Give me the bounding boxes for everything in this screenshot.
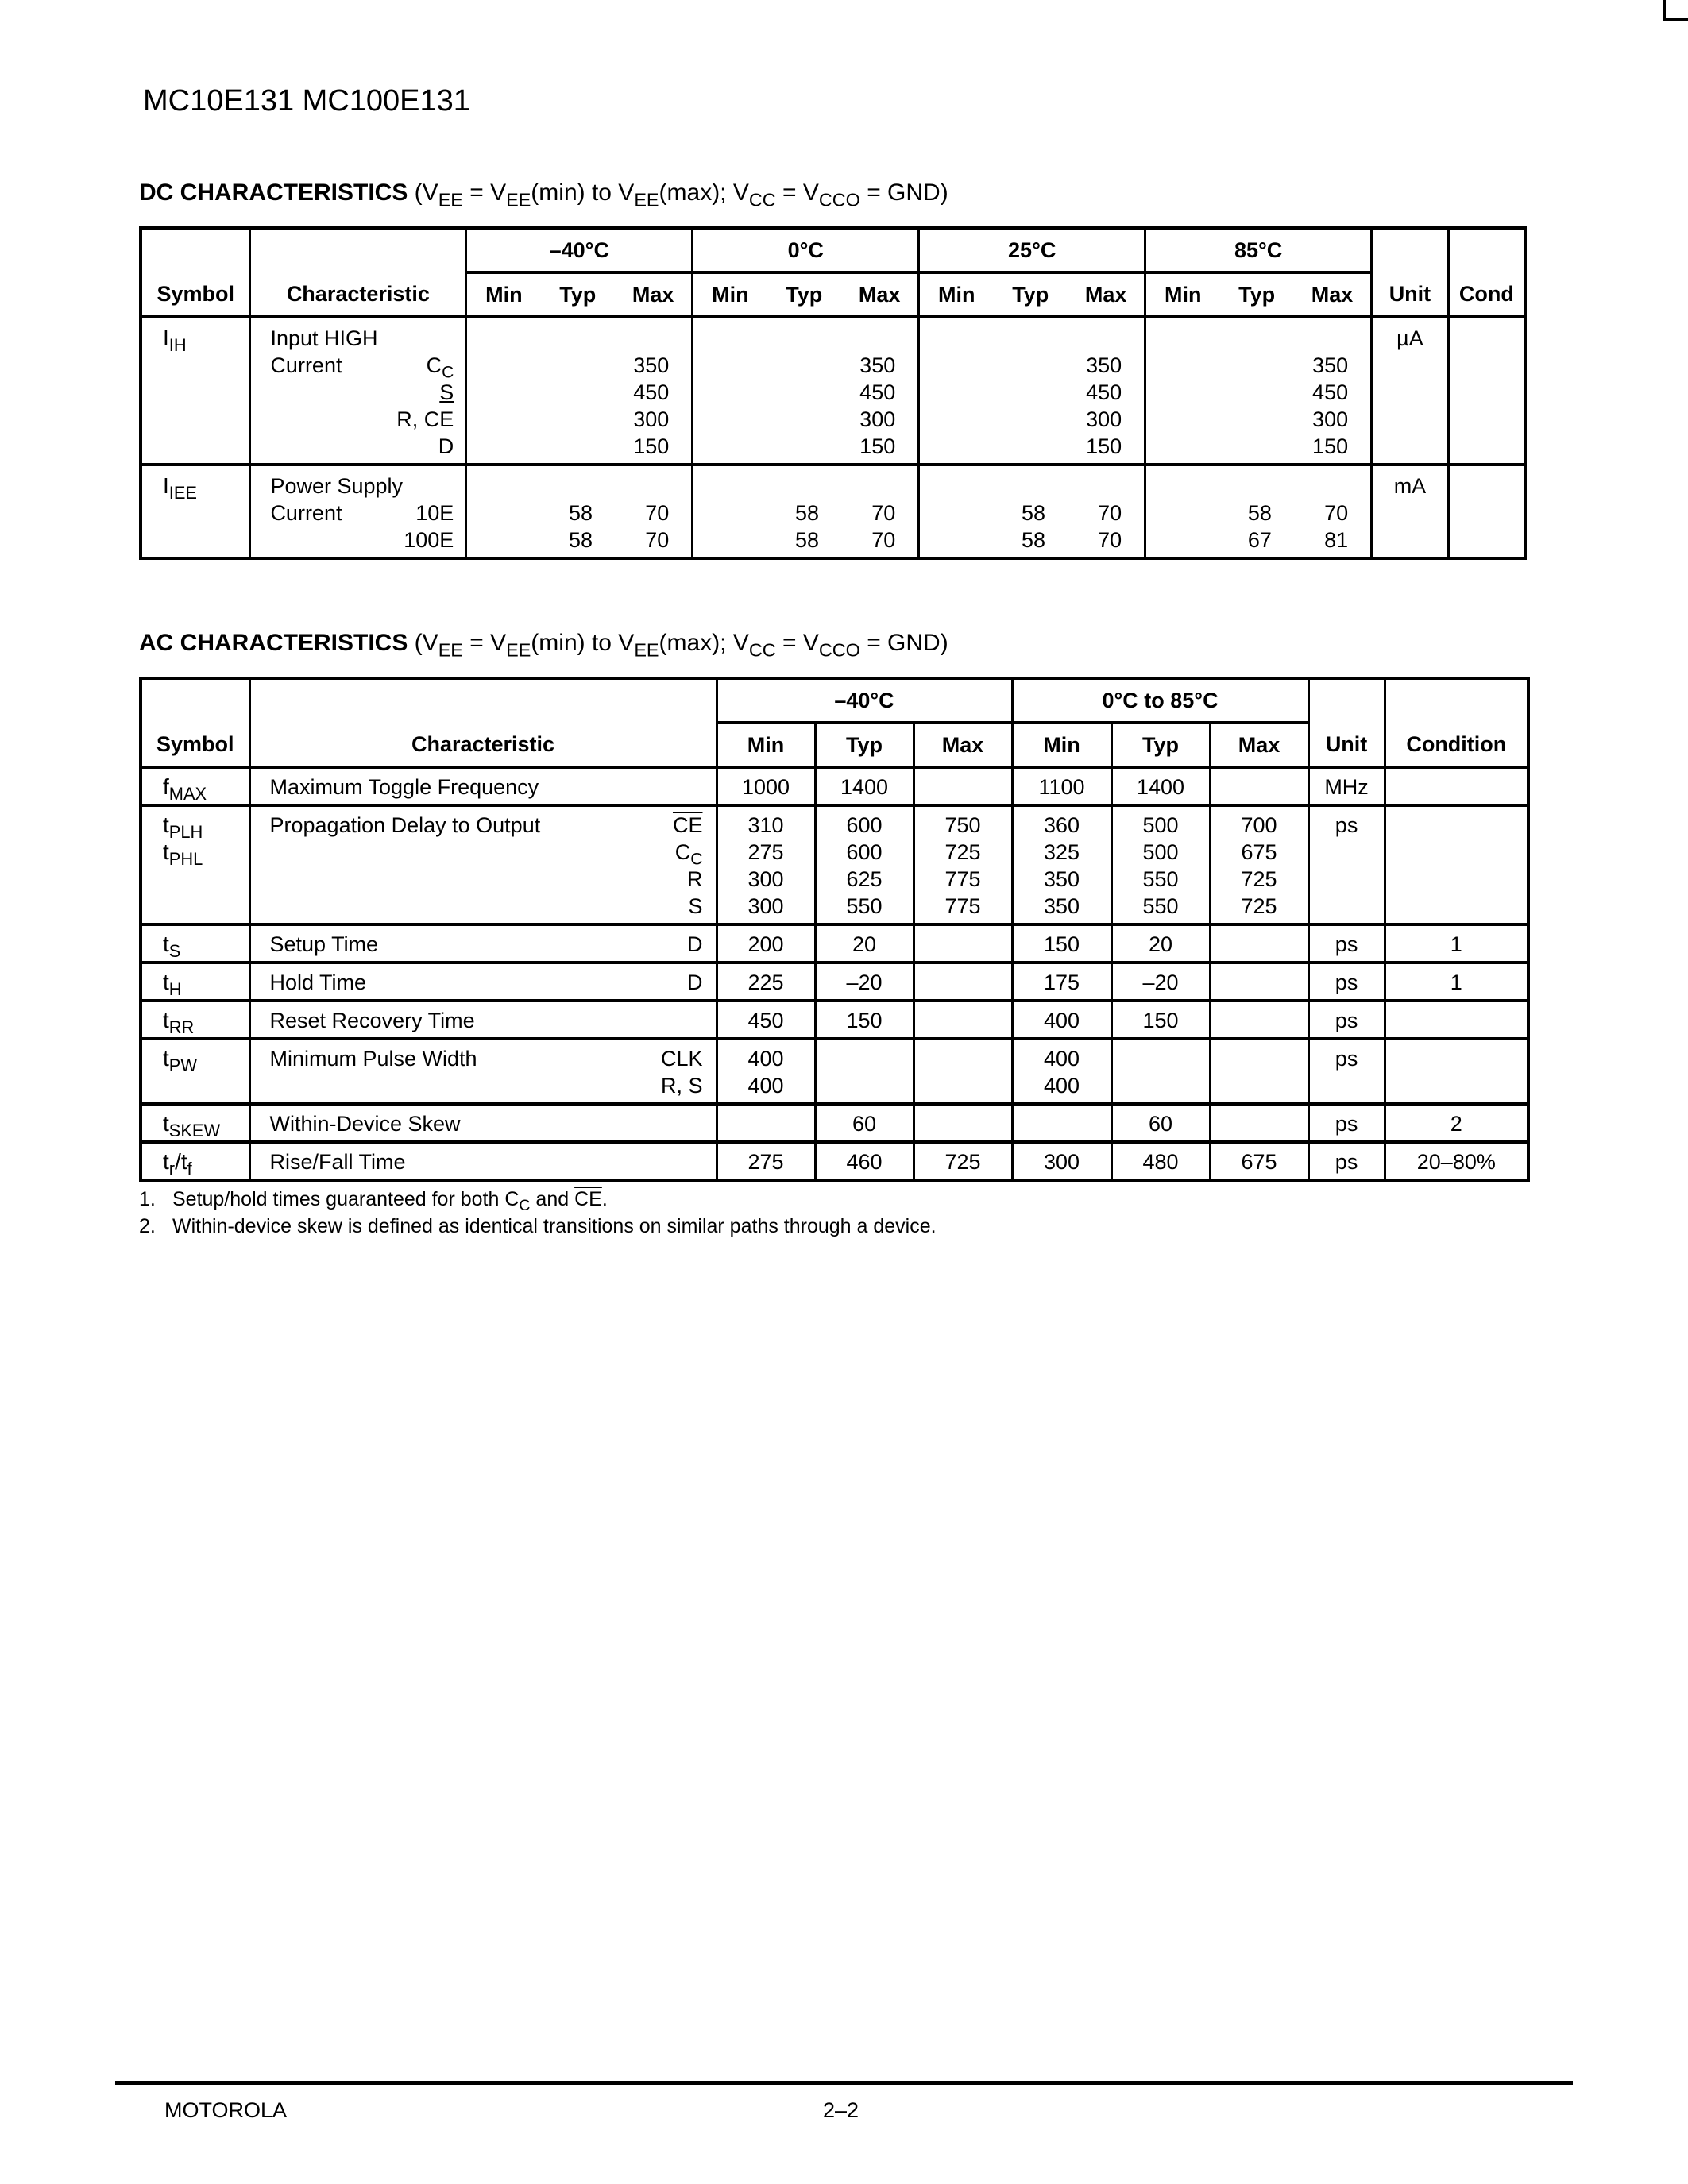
value-cell: 400 400 bbox=[1012, 1039, 1111, 1104]
symbol-cell: $t_{SKEW}$ bbox=[141, 1104, 249, 1142]
unit-cell: ps bbox=[1308, 924, 1385, 963]
header-spacer bbox=[1385, 678, 1528, 723]
value-cell bbox=[1210, 1039, 1308, 1104]
max-value-cell: 350 450 300 150 bbox=[615, 317, 693, 465]
characteristic-cell: Propagation Delay to Output bbox=[249, 805, 616, 924]
pin-cell bbox=[616, 1001, 717, 1039]
value-cell bbox=[466, 317, 541, 465]
dc-characteristics-table bbox=[139, 226, 1527, 560]
value-cell: 460 bbox=[815, 1142, 914, 1180]
col-header-typ: Typ bbox=[1111, 723, 1210, 767]
col-header-max: Max bbox=[914, 723, 1012, 767]
dc-temp-group-header: 0°C bbox=[693, 228, 919, 272]
value-cell bbox=[919, 465, 994, 558]
col-header-symbol: Symbol bbox=[141, 272, 250, 317]
cond-cell bbox=[1448, 317, 1525, 465]
value-cell: 1400 bbox=[815, 767, 914, 805]
table-row bbox=[141, 924, 1528, 963]
characteristic-cell: Within-Device Skew bbox=[249, 1104, 616, 1142]
footnote-1: 1. Setup/hold times guaranteed for both $C_C$ and $\overline{CE}$. bbox=[139, 1188, 608, 1215]
typ-value-cell: 58 67 bbox=[1247, 501, 1272, 552]
condition-cell bbox=[1385, 805, 1528, 924]
unit-cell: µA bbox=[1372, 317, 1449, 465]
col-header-typ: Typ bbox=[993, 272, 1068, 317]
value-cell bbox=[914, 1039, 1012, 1104]
condition-cell: 1 bbox=[1385, 963, 1528, 1001]
symbol-cell: $t_{RR}$ bbox=[141, 1001, 249, 1039]
value-cell: 300 bbox=[1012, 1142, 1111, 1180]
value-cell: 400 bbox=[1012, 1001, 1111, 1039]
dc-temp-group-header: –40°C bbox=[466, 228, 693, 272]
value-cell bbox=[919, 317, 994, 465]
ac-characteristics-table bbox=[139, 677, 1530, 1182]
max-value-cell: 70 70 bbox=[871, 501, 896, 552]
value-cell bbox=[1219, 317, 1294, 465]
symbol-cell: $t_{PW}$ bbox=[141, 1039, 249, 1104]
header-spacer bbox=[1372, 228, 1449, 272]
unit-cell: mA bbox=[1372, 465, 1449, 558]
table-row bbox=[141, 317, 1525, 465]
value-cell: 175 bbox=[1012, 963, 1111, 1001]
value-cell: 675 bbox=[1210, 1142, 1308, 1180]
col-header-condition: Condition bbox=[1385, 723, 1528, 767]
unit-cell: MHz bbox=[1308, 767, 1385, 805]
max-value-cell: 350 450 300 150 bbox=[1068, 317, 1145, 465]
col-header-max: Max bbox=[1068, 272, 1145, 317]
symbol-cell: $f_{MAX}$ bbox=[141, 767, 249, 805]
col-header-max: Max bbox=[1210, 723, 1308, 767]
page-number: 2–2 bbox=[823, 2098, 859, 2122]
symbol-cell: $t_{PLH}$ $t_{PHL}$ bbox=[141, 805, 249, 924]
value-cell bbox=[1210, 767, 1308, 805]
condition-cell bbox=[1385, 1039, 1528, 1104]
document-title: MC10E131 MC100E131 bbox=[143, 84, 470, 118]
col-header-characteristic: Characteristic bbox=[249, 723, 717, 767]
dc-temp-group-header: 25°C bbox=[919, 228, 1145, 272]
value-cell: 500 500 550 550 bbox=[1111, 805, 1210, 924]
value-cell: 310 275 300 300 bbox=[717, 805, 815, 924]
corner-crop-mark bbox=[1663, 0, 1688, 21]
typ-value-cell: 58 58 bbox=[795, 501, 820, 552]
col-header-typ: Typ bbox=[815, 723, 914, 767]
value-cell bbox=[914, 924, 1012, 963]
characteristic-cell: Hold Time bbox=[249, 963, 616, 1001]
typ-value-cell: 58 58 bbox=[569, 501, 593, 552]
max-value-cell: 70 70 bbox=[645, 501, 670, 552]
value-cell: 750 725 775 775 bbox=[914, 805, 1012, 924]
ac-temp-group-header: 0°C to 85°C bbox=[1012, 678, 1308, 723]
table-row bbox=[141, 805, 1528, 924]
col-header-min: Min bbox=[919, 272, 994, 317]
table-row bbox=[141, 1039, 1528, 1104]
footer-brand: MOTOROLA bbox=[164, 2098, 288, 2122]
col-header-max: Max bbox=[615, 272, 693, 317]
characteristic-cell: Reset Recovery Time bbox=[249, 1001, 616, 1039]
value-cell: 275 bbox=[717, 1142, 815, 1180]
value-cell: 1400 bbox=[1111, 767, 1210, 805]
symbol-cell: $I_{IEE}$ bbox=[163, 473, 197, 503]
value-cell bbox=[993, 317, 1068, 465]
value-cell bbox=[914, 767, 1012, 805]
value-cell: 360 325 350 350 bbox=[1012, 805, 1111, 924]
symbol-cell: $t_H$ bbox=[141, 963, 249, 1001]
value-cell: 150 bbox=[1012, 924, 1111, 963]
ac-section-heading: AC CHARACTERISTICS ($V_{EE} = V_{EE}(\min)$ to $V_{EE}(\max)$; $V_{CC} = V_{CCO} = GND$) bbox=[139, 630, 948, 661]
table-row bbox=[141, 1104, 1528, 1142]
characteristic-cell: Minimum Pulse Width bbox=[249, 1039, 616, 1104]
value-cell: 60 bbox=[1111, 1104, 1210, 1142]
value-cell bbox=[815, 1039, 914, 1104]
value-cell: 480 bbox=[1111, 1142, 1210, 1180]
value-cell: 450 bbox=[717, 1001, 815, 1039]
value-cell: 1000 bbox=[717, 767, 815, 805]
characteristic-cell: Rise/Fall Time bbox=[249, 1142, 616, 1180]
value-cell: –20 bbox=[815, 963, 914, 1001]
condition-cell: 20–80% bbox=[1385, 1142, 1528, 1180]
header-spacer bbox=[1308, 678, 1385, 723]
value-cell bbox=[693, 465, 767, 558]
unit-cell: ps bbox=[1308, 1039, 1385, 1104]
col-header-typ: Typ bbox=[1219, 272, 1294, 317]
header-spacer bbox=[250, 228, 466, 272]
condition-cell: 1 bbox=[1385, 924, 1528, 963]
value-cell: 725 bbox=[914, 1142, 1012, 1180]
table-row bbox=[141, 963, 1528, 1001]
col-header-typ: Typ bbox=[767, 272, 841, 317]
value-cell: 225 bbox=[717, 963, 815, 1001]
col-header-min: Min bbox=[466, 272, 541, 317]
value-cell bbox=[1210, 924, 1308, 963]
value-cell bbox=[767, 317, 841, 465]
col-header-unit: Unit bbox=[1308, 723, 1385, 767]
max-value-cell: 350 450 300 150 bbox=[841, 317, 919, 465]
value-cell bbox=[1145, 465, 1220, 558]
value-cell: 1100 bbox=[1012, 767, 1111, 805]
col-header-typ: Typ bbox=[540, 272, 615, 317]
col-header-min: Min bbox=[1012, 723, 1111, 767]
characteristic-cell: Setup Time bbox=[249, 924, 616, 963]
value-cell bbox=[1210, 963, 1308, 1001]
table-row bbox=[141, 1142, 1528, 1180]
footnote-2: 2. Within-device skew is defined as identical transitions on similar paths through a device. bbox=[139, 1215, 937, 1237]
value-cell bbox=[1012, 1104, 1111, 1142]
col-header-characteristic: Characteristic bbox=[250, 272, 466, 317]
dc-section-heading: DC CHARACTERISTICS ($V_{EE} = V_{EE}(\min)$ to $V_{EE}(\max)$; $V_{CC} = V_{CCO} = GND$) bbox=[139, 179, 948, 210]
unit-cell: ps bbox=[1308, 1104, 1385, 1142]
value-cell: 200 bbox=[717, 924, 815, 963]
col-header-unit: Unit bbox=[1372, 272, 1449, 317]
value-cell bbox=[466, 465, 541, 558]
value-cell: 400 400 bbox=[717, 1039, 815, 1104]
value-cell bbox=[914, 1001, 1012, 1039]
pin-cell bbox=[616, 1104, 717, 1142]
col-header-min: Min bbox=[1145, 272, 1220, 317]
pin-cell: $\overline{CE}$ $C_C$ R S bbox=[616, 805, 717, 924]
pin-cell: D bbox=[616, 963, 717, 1001]
value-cell bbox=[1145, 317, 1220, 465]
value-cell bbox=[693, 317, 767, 465]
characteristic-cell: Power Supply Current 10E 100E bbox=[250, 465, 466, 558]
characteristic-cell: Input HIGH Current $C_C$ S R, CE D bbox=[250, 317, 466, 465]
footnotes bbox=[139, 1186, 937, 1240]
value-cell bbox=[1210, 1001, 1308, 1039]
table-row bbox=[141, 1001, 1528, 1039]
col-header-min: Min bbox=[717, 723, 815, 767]
cond-cell bbox=[1448, 465, 1525, 558]
condition-cell bbox=[1385, 767, 1528, 805]
dc-temp-group-header: 85°C bbox=[1145, 228, 1372, 272]
header-spacer bbox=[141, 228, 250, 272]
col-header-max: Max bbox=[1294, 272, 1372, 317]
value-cell: –20 bbox=[1111, 963, 1210, 1001]
max-value-cell: 350 450 300 150 bbox=[1294, 317, 1372, 465]
pin-cell: CLK R, S bbox=[616, 1039, 717, 1104]
value-cell bbox=[717, 1104, 815, 1142]
col-header-symbol: Symbol bbox=[141, 723, 249, 767]
characteristic-cell: Maximum Toggle Frequency bbox=[249, 767, 616, 805]
value-cell bbox=[914, 1104, 1012, 1142]
max-value-cell: 70 70 bbox=[1098, 501, 1122, 552]
value-cell: 150 bbox=[815, 1001, 914, 1039]
value-cell: 150 bbox=[1111, 1001, 1210, 1039]
table-row bbox=[141, 767, 1528, 805]
col-header-max: Max bbox=[841, 272, 919, 317]
footer-divider bbox=[115, 2081, 1573, 2085]
value-cell bbox=[540, 317, 615, 465]
value-cell: 20 bbox=[1111, 924, 1210, 963]
max-value-cell: 70 81 bbox=[1324, 501, 1349, 552]
value-cell: 700 675 725 725 bbox=[1210, 805, 1308, 924]
ac-temp-group-header: –40°C bbox=[717, 678, 1012, 723]
value-cell: 600 600 625 550 bbox=[815, 805, 914, 924]
value-cell bbox=[914, 963, 1012, 1001]
condition-cell: 2 bbox=[1385, 1104, 1528, 1142]
header-spacer bbox=[1448, 228, 1525, 272]
typ-value-cell: 58 58 bbox=[1021, 501, 1046, 552]
value-cell bbox=[1210, 1104, 1308, 1142]
value-cell: 20 bbox=[815, 924, 914, 963]
unit-cell: ps bbox=[1308, 805, 1385, 924]
unit-cell: ps bbox=[1308, 963, 1385, 1001]
col-header-cond: Cond bbox=[1448, 272, 1525, 317]
header-spacer bbox=[141, 678, 249, 723]
value-cell: 60 bbox=[815, 1104, 914, 1142]
pin-cell bbox=[616, 767, 717, 805]
symbol-cell: $I_{IH}$ bbox=[141, 317, 250, 465]
value-cell bbox=[1111, 1039, 1210, 1104]
header-spacer bbox=[249, 678, 717, 723]
condition-cell bbox=[1385, 1001, 1528, 1039]
unit-cell: ps bbox=[1308, 1142, 1385, 1180]
col-header-min: Min bbox=[693, 272, 767, 317]
pin-cell bbox=[616, 1142, 717, 1180]
unit-cell: ps bbox=[1308, 1001, 1385, 1039]
symbol-cell: $t_S$ bbox=[141, 924, 249, 963]
pin-cell: D bbox=[616, 924, 717, 963]
table-row bbox=[141, 465, 1525, 558]
symbol-cell: $t_r/t_f$ bbox=[163, 1149, 192, 1179]
